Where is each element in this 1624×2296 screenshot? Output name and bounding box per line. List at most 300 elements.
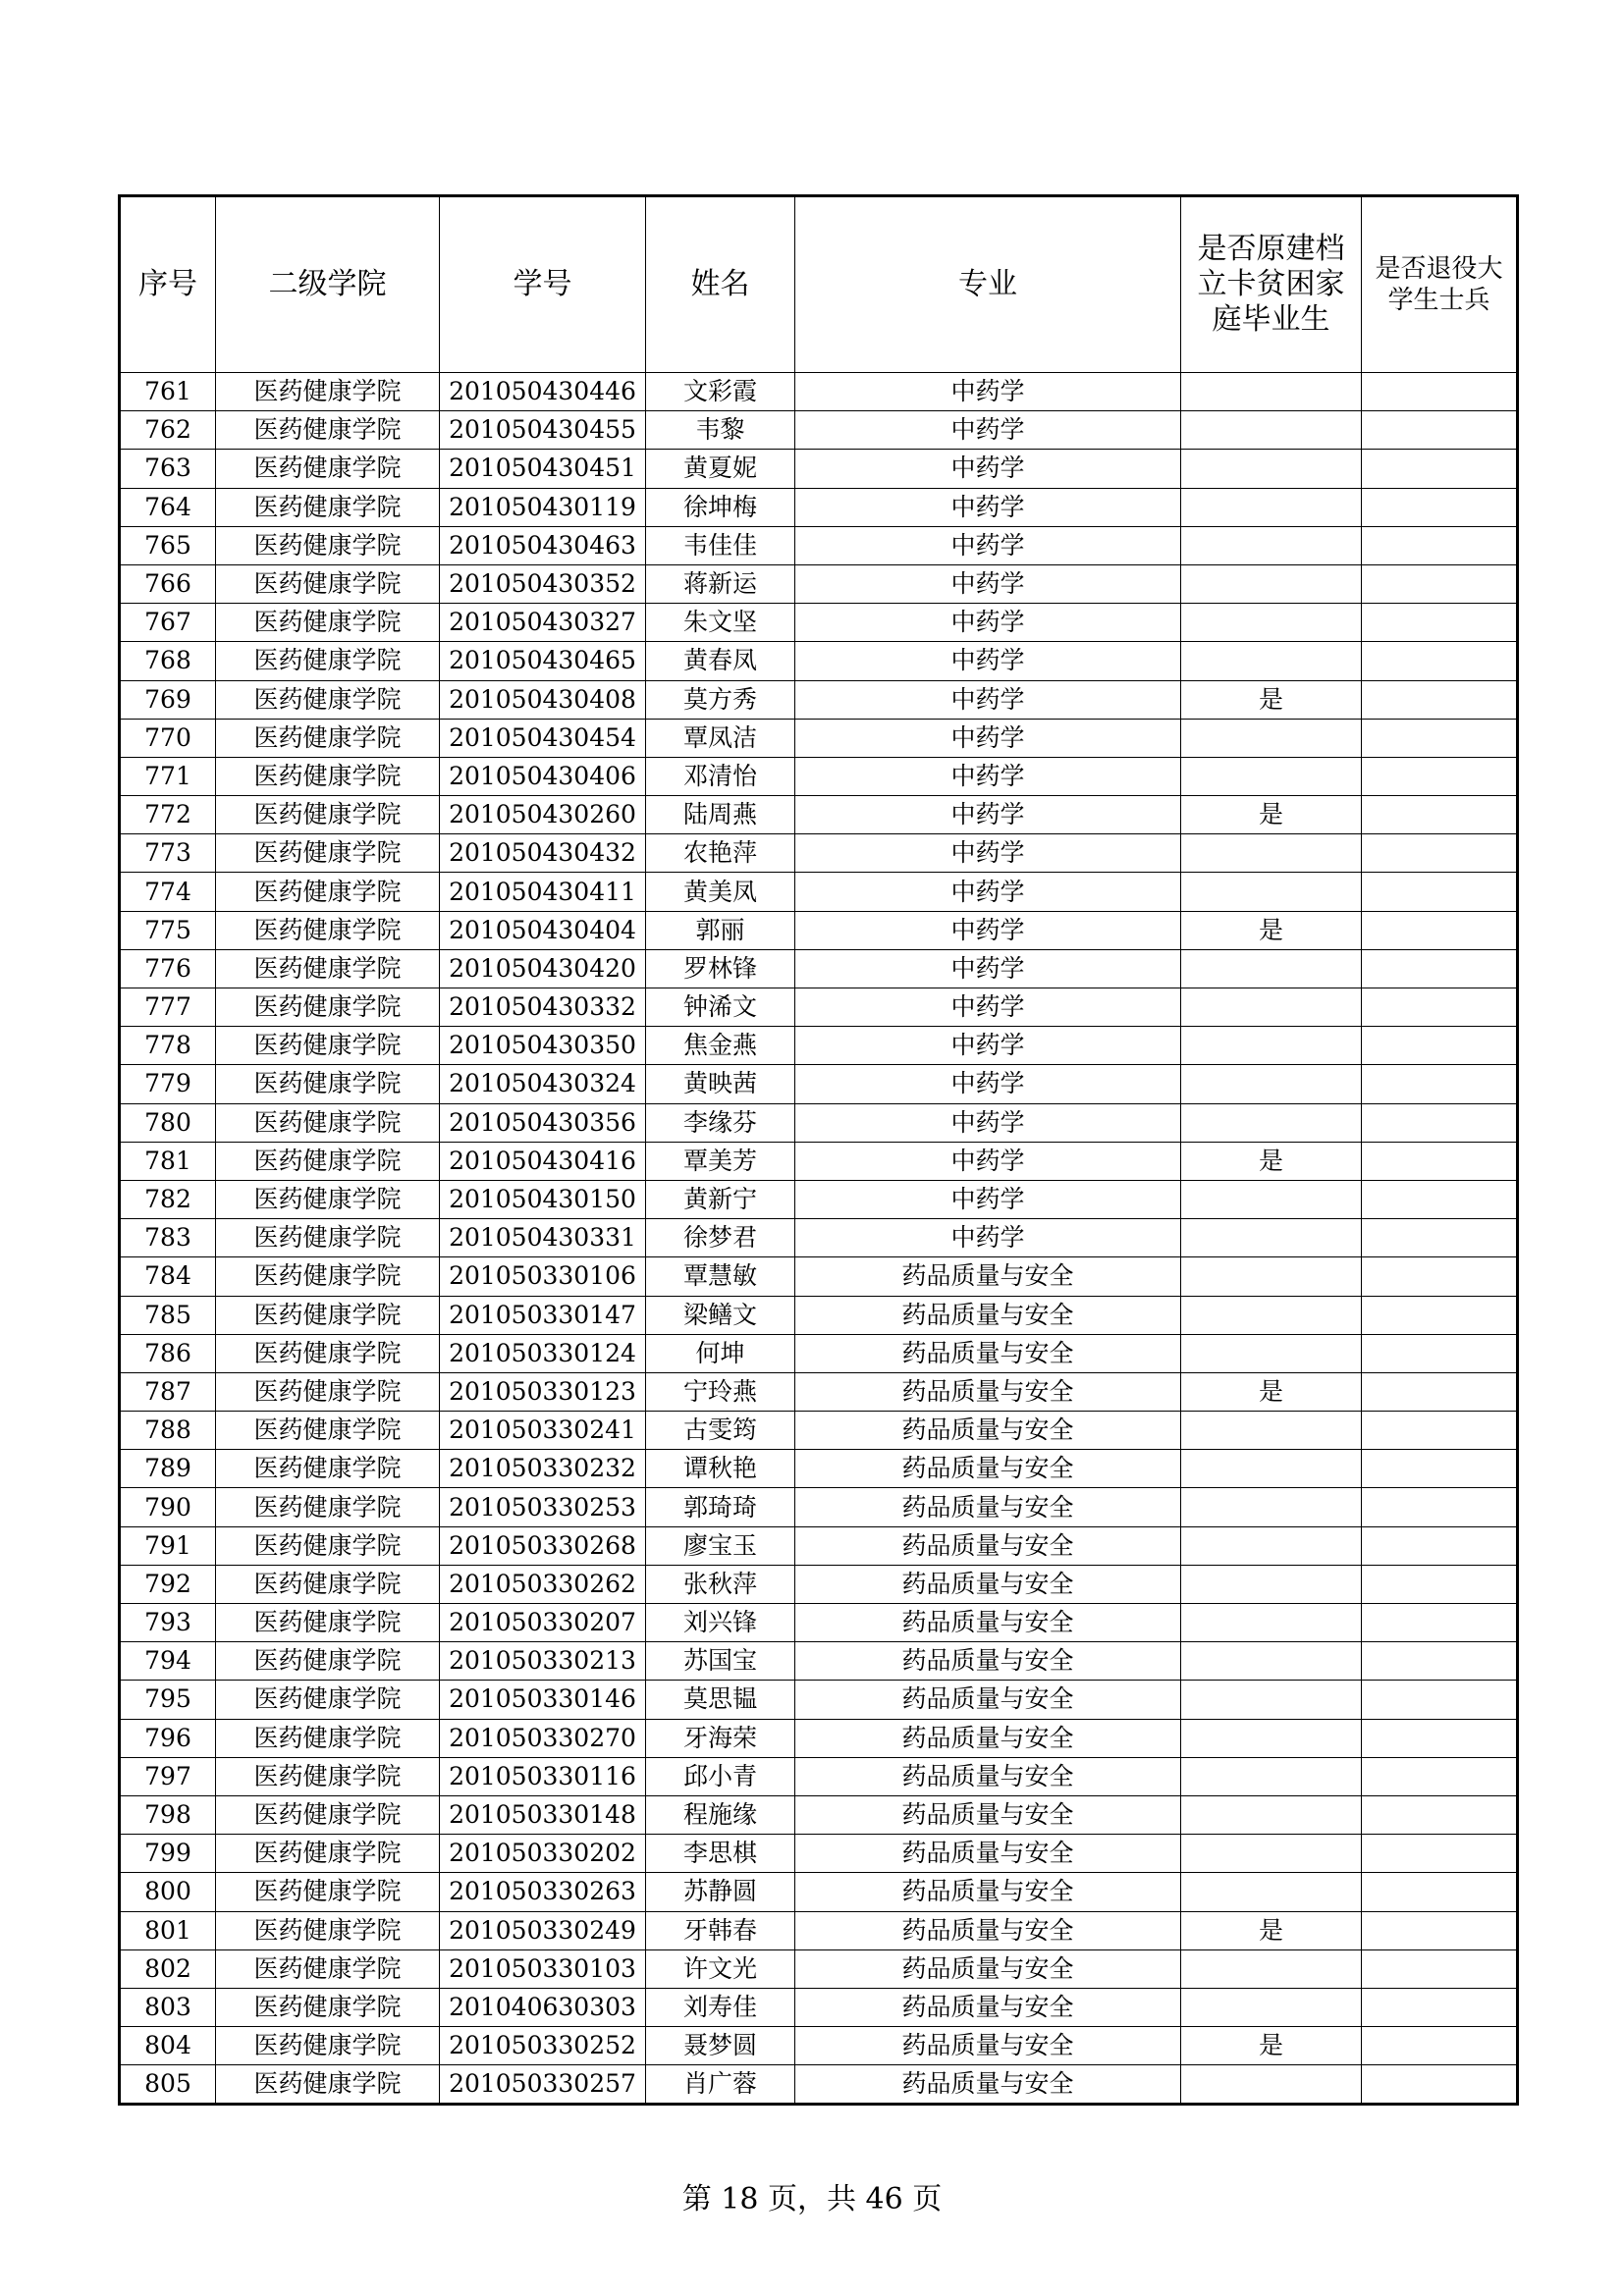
cell-student-id: 201050330146 [440,1681,646,1719]
cell-college: 医药健康学院 [216,1988,440,2026]
cell-college: 医药健康学院 [216,873,440,911]
cell-major: 药品质量与安全 [795,1450,1181,1488]
cell-major: 药品质量与安全 [795,1604,1181,1642]
cell-major: 药品质量与安全 [795,1873,1181,1911]
cell-poverty-flag: 是 [1181,1372,1362,1411]
cell-poverty-flag [1181,1412,1362,1450]
cell-poverty-flag [1181,642,1362,680]
cell-student-id: 201050430408 [440,680,646,719]
table-row [120,911,1518,949]
cell-major: 中药学 [795,873,1181,911]
cell-poverty-flag [1181,604,1362,642]
cell-index: 780 [120,1103,216,1142]
cell-name: 农艳萍 [646,834,795,873]
cell-veteran-flag [1362,1065,1518,1103]
cell-student-id: 201050430465 [440,642,646,680]
cell-name: 蒋新运 [646,564,795,603]
cell-poverty-flag: 是 [1181,796,1362,834]
cell-poverty-flag: 是 [1181,911,1362,949]
cell-major: 药品质量与安全 [795,1911,1181,1949]
cell-veteran-flag [1362,1027,1518,1065]
cell-index: 761 [120,373,216,411]
cell-student-id: 201050330106 [440,1257,646,1296]
cell-index: 799 [120,1835,216,1873]
cell-name: 覃慧敏 [646,1257,795,1296]
cell-veteran-flag [1362,873,1518,911]
cell-name: 黄春凤 [646,642,795,680]
cell-college: 医药健康学院 [216,373,440,411]
cell-student-id: 201050430406 [440,757,646,795]
cell-name: 徐梦君 [646,1219,795,1257]
cell-name: 许文光 [646,1949,795,1988]
table-row [120,680,1518,719]
cell-index: 772 [120,796,216,834]
cell-name: 邱小青 [646,1757,795,1795]
student-table-container [118,194,1516,2106]
cell-college: 医药健康学院 [216,1911,440,1949]
cell-student-id: 201050430455 [440,411,646,450]
cell-student-id: 201050430350 [440,1027,646,1065]
cell-name: 何坤 [646,1334,795,1372]
cell-veteran-flag [1362,1604,1518,1642]
cell-veteran-flag [1362,1949,1518,1988]
cell-index: 787 [120,1372,216,1411]
cell-poverty-flag [1181,1526,1362,1565]
cell-college: 医药健康学院 [216,1450,440,1488]
cell-college: 医药健康学院 [216,1604,440,1642]
cell-poverty-flag: 是 [1181,1142,1362,1180]
cell-student-id: 201050430352 [440,564,646,603]
cell-student-id: 201050430420 [440,949,646,988]
cell-index: 768 [120,642,216,680]
cell-college: 医药健康学院 [216,1257,440,1296]
cell-index: 791 [120,1526,216,1565]
cell-student-id: 201050330252 [440,2027,646,2065]
cell-poverty-flag [1181,1027,1362,1065]
cell-veteran-flag [1362,1835,1518,1873]
cell-poverty-flag: 是 [1181,680,1362,719]
table-row [120,834,1518,873]
table-row [120,1719,1518,1757]
table-row [120,2027,1518,2065]
cell-major: 中药学 [795,1027,1181,1065]
cell-index: 793 [120,1604,216,1642]
header-student-id: 学号 [440,196,646,373]
cell-major: 药品质量与安全 [795,1835,1181,1873]
cell-poverty-flag [1181,1681,1362,1719]
cell-index: 804 [120,2027,216,2065]
cell-student-id: 201050330257 [440,2065,646,2105]
cell-college: 医药健康学院 [216,2027,440,2065]
cell-veteran-flag [1362,1526,1518,1565]
cell-student-id: 201050430404 [440,911,646,949]
table-row [120,1065,1518,1103]
page-footer: 第 18 页，共 46 页 [681,2182,943,2216]
cell-major: 药品质量与安全 [795,1719,1181,1757]
cell-poverty-flag: 是 [1181,2027,1362,2065]
cell-student-id: 201050430324 [440,1065,646,1103]
table-row [120,796,1518,834]
cell-major: 中药学 [795,834,1181,873]
header-row [120,196,1518,373]
cell-name: 郭琦琦 [646,1488,795,1526]
cell-veteran-flag [1362,911,1518,949]
cell-college: 医药健康学院 [216,834,440,873]
cell-index: 802 [120,1949,216,1988]
cell-college: 医药健康学院 [216,1027,440,1065]
cell-college: 医药健康学院 [216,642,440,680]
cell-poverty-flag [1181,1219,1362,1257]
cell-index: 767 [120,604,216,642]
cell-poverty-flag [1181,1488,1362,1526]
cell-name: 宁玲燕 [646,1372,795,1411]
table-row [120,1565,1518,1603]
cell-student-id: 201050430331 [440,1219,646,1257]
table-row [120,488,1518,526]
cell-major: 药品质量与安全 [795,2027,1181,2065]
cell-index: 774 [120,873,216,911]
cell-name: 覃凤洁 [646,719,795,757]
cell-name: 李思棋 [646,1835,795,1873]
cell-college: 医药健康学院 [216,1949,440,1988]
table-row [120,719,1518,757]
cell-name: 韦黎 [646,411,795,450]
table-row [120,1488,1518,1526]
cell-student-id: 201050330241 [440,1412,646,1450]
cell-index: 805 [120,2065,216,2105]
table-body [120,373,1518,2105]
cell-index: 777 [120,988,216,1027]
cell-college: 医药健康学院 [216,1835,440,1873]
cell-index: 803 [120,1988,216,2026]
cell-veteran-flag [1362,373,1518,411]
cell-poverty-flag [1181,411,1362,450]
cell-college: 医药健康学院 [216,1757,440,1795]
cell-veteran-flag [1362,757,1518,795]
cell-veteran-flag [1362,1180,1518,1218]
cell-student-id: 201040630303 [440,1988,646,2026]
cell-college: 医药健康学院 [216,2065,440,2105]
cell-veteran-flag [1362,1488,1518,1526]
cell-name: 程施缘 [646,1795,795,1834]
cell-index: 773 [120,834,216,873]
cell-student-id: 201050330268 [440,1526,646,1565]
table-row [120,1835,1518,1873]
cell-veteran-flag [1362,1412,1518,1450]
cell-poverty-flag [1181,373,1362,411]
cell-student-id: 201050330116 [440,1757,646,1795]
cell-index: 782 [120,1180,216,1218]
cell-index: 792 [120,1565,216,1603]
cell-name: 谭秋艳 [646,1450,795,1488]
cell-index: 800 [120,1873,216,1911]
header-name: 姓名 [646,196,795,373]
cell-college: 医药健康学院 [216,604,440,642]
cell-major: 药品质量与安全 [795,1795,1181,1834]
cell-name: 莫思韫 [646,1681,795,1719]
cell-index: 778 [120,1027,216,1065]
cell-major: 中药学 [795,1065,1181,1103]
cell-poverty-flag [1181,834,1362,873]
cell-student-id: 201050330270 [440,1719,646,1757]
cell-major: 中药学 [795,988,1181,1027]
cell-student-id: 201050430411 [440,873,646,911]
cell-college: 医药健康学院 [216,757,440,795]
cell-student-id: 201050430150 [440,1180,646,1218]
cell-college: 医药健康学院 [216,488,440,526]
table-row [120,1103,1518,1142]
header-poverty-flag: 是否原建档立卡贫困家庭毕业生 [1181,196,1362,373]
cell-poverty-flag [1181,873,1362,911]
cell-veteran-flag [1362,834,1518,873]
table-row [120,1681,1518,1719]
cell-student-id: 201050330103 [440,1949,646,1988]
table-row [120,1526,1518,1565]
cell-veteran-flag [1362,1681,1518,1719]
cell-index: 775 [120,911,216,949]
cell-poverty-flag [1181,450,1362,488]
cell-college: 医药健康学院 [216,1412,440,1450]
cell-student-id: 201050330147 [440,1296,646,1334]
cell-index: 765 [120,526,216,564]
cell-veteran-flag [1362,1142,1518,1180]
cell-college: 医药健康学院 [216,1526,440,1565]
table-row [120,450,1518,488]
cell-veteran-flag [1362,604,1518,642]
cell-name: 黄映茜 [646,1065,795,1103]
cell-college: 医药健康学院 [216,1642,440,1681]
table-row [120,2065,1518,2105]
cell-college: 医药健康学院 [216,1142,440,1180]
cell-poverty-flag [1181,1450,1362,1488]
cell-name: 梁鳝文 [646,1296,795,1334]
cell-name: 古雯筠 [646,1412,795,1450]
cell-veteran-flag [1362,1257,1518,1296]
cell-major: 药品质量与安全 [795,1988,1181,2026]
cell-major: 中药学 [795,373,1181,411]
table-row [120,1412,1518,1450]
cell-index: 771 [120,757,216,795]
cell-poverty-flag [1181,1257,1362,1296]
cell-college: 医药健康学院 [216,564,440,603]
header-veteran-flag: 是否退役大学生士兵 [1362,196,1518,373]
cell-veteran-flag [1362,1565,1518,1603]
cell-major: 中药学 [795,1219,1181,1257]
table-row [120,564,1518,603]
cell-veteran-flag [1362,1642,1518,1681]
cell-poverty-flag [1181,1604,1362,1642]
cell-poverty-flag [1181,1565,1362,1603]
cell-name: 黄美凤 [646,873,795,911]
table-row [120,949,1518,988]
table-row [120,1873,1518,1911]
cell-index: 794 [120,1642,216,1681]
cell-poverty-flag [1181,2065,1362,2105]
table-row [120,1257,1518,1296]
cell-college: 医药健康学院 [216,1065,440,1103]
cell-major: 药品质量与安全 [795,1526,1181,1565]
cell-name: 黄夏妮 [646,450,795,488]
cell-veteran-flag [1362,1873,1518,1911]
cell-veteran-flag [1362,488,1518,526]
table-row [120,1949,1518,1988]
cell-veteran-flag [1362,1296,1518,1334]
cell-name: 朱文坚 [646,604,795,642]
cell-college: 医药健康学院 [216,796,440,834]
cell-major: 中药学 [795,488,1181,526]
cell-college: 医药健康学院 [216,1565,440,1603]
cell-poverty-flag [1181,1296,1362,1334]
cell-student-id: 201050430260 [440,796,646,834]
table-row [120,873,1518,911]
cell-major: 药品质量与安全 [795,1488,1181,1526]
cell-student-id: 201050330253 [440,1488,646,1526]
table-row [120,526,1518,564]
cell-index: 764 [120,488,216,526]
table-row [120,1372,1518,1411]
cell-college: 医药健康学院 [216,1103,440,1142]
cell-major: 中药学 [795,526,1181,564]
cell-name: 邓清怡 [646,757,795,795]
cell-index: 785 [120,1296,216,1334]
cell-name: 黄新宁 [646,1180,795,1218]
cell-index: 796 [120,1719,216,1757]
cell-poverty-flag [1181,488,1362,526]
cell-student-id: 201050330148 [440,1795,646,1834]
cell-name: 牙海荣 [646,1719,795,1757]
cell-veteran-flag [1362,719,1518,757]
table-row [120,1180,1518,1218]
cell-name: 陆周燕 [646,796,795,834]
table-row [120,1219,1518,1257]
cell-veteran-flag [1362,1450,1518,1488]
table-row [120,757,1518,795]
cell-poverty-flag [1181,757,1362,795]
cell-veteran-flag [1362,1911,1518,1949]
cell-name: 徐坤梅 [646,488,795,526]
table-row [120,1296,1518,1334]
cell-college: 医药健康学院 [216,1372,440,1411]
cell-student-id: 201050330207 [440,1604,646,1642]
table-row [120,1988,1518,2026]
cell-veteran-flag [1362,680,1518,719]
table-row [120,1450,1518,1488]
cell-major: 药品质量与安全 [795,2065,1181,2105]
cell-college: 医药健康学院 [216,1873,440,1911]
cell-major: 中药学 [795,564,1181,603]
cell-veteran-flag [1362,2065,1518,2105]
student-table [118,194,1519,2106]
cell-college: 医药健康学院 [216,1795,440,1834]
cell-veteran-flag [1362,1334,1518,1372]
cell-student-id: 201050430463 [440,526,646,564]
cell-college: 医药健康学院 [216,1296,440,1334]
cell-major: 药品质量与安全 [795,1642,1181,1681]
cell-major: 中药学 [795,680,1181,719]
cell-student-id: 201050330262 [440,1565,646,1603]
cell-college: 医药健康学院 [216,1334,440,1372]
cell-index: 776 [120,949,216,988]
cell-poverty-flag [1181,1873,1362,1911]
cell-name: 莫方秀 [646,680,795,719]
cell-poverty-flag [1181,1103,1362,1142]
cell-major: 中药学 [795,1142,1181,1180]
cell-college: 医药健康学院 [216,411,440,450]
cell-veteran-flag [1362,1795,1518,1834]
cell-student-id: 201050430327 [440,604,646,642]
cell-veteran-flag [1362,1757,1518,1795]
table-row [120,373,1518,411]
cell-poverty-flag [1181,719,1362,757]
table-row [120,1795,1518,1834]
cell-college: 医药健康学院 [216,719,440,757]
cell-major: 中药学 [795,719,1181,757]
cell-index: 797 [120,1757,216,1795]
table-row [120,411,1518,450]
cell-student-id: 201050330249 [440,1911,646,1949]
cell-college: 医药健康学院 [216,1488,440,1526]
cell-college: 医药健康学院 [216,680,440,719]
cell-major: 中药学 [795,642,1181,680]
cell-student-id: 201050430356 [440,1103,646,1142]
cell-poverty-flag [1181,1334,1362,1372]
cell-student-id: 201050330232 [440,1450,646,1488]
cell-poverty-flag [1181,949,1362,988]
cell-major: 中药学 [795,604,1181,642]
cell-veteran-flag [1362,411,1518,450]
cell-student-id: 201050430446 [440,373,646,411]
cell-name: 苏国宝 [646,1642,795,1681]
cell-name: 牙韩春 [646,1911,795,1949]
cell-index: 770 [120,719,216,757]
cell-veteran-flag [1362,949,1518,988]
table-row [120,604,1518,642]
cell-major: 中药学 [795,1103,1181,1142]
cell-name: 焦金燕 [646,1027,795,1065]
table-row [120,1142,1518,1180]
cell-veteran-flag [1362,526,1518,564]
cell-major: 药品质量与安全 [795,1565,1181,1603]
cell-name: 肖广蓉 [646,2065,795,2105]
table-row [120,1911,1518,1949]
cell-index: 786 [120,1334,216,1372]
cell-major: 中药学 [795,411,1181,450]
cell-major: 中药学 [795,1180,1181,1218]
cell-index: 788 [120,1412,216,1450]
cell-poverty-flag [1181,1757,1362,1795]
cell-major: 中药学 [795,450,1181,488]
cell-index: 762 [120,411,216,450]
cell-name: 苏静圆 [646,1873,795,1911]
cell-major: 药品质量与安全 [795,1681,1181,1719]
cell-major: 药品质量与安全 [795,1257,1181,1296]
cell-name: 罗林锋 [646,949,795,988]
cell-name: 韦佳佳 [646,526,795,564]
cell-poverty-flag [1181,564,1362,603]
table-row [120,1604,1518,1642]
table-row [120,1027,1518,1065]
cell-student-id: 201050430119 [440,488,646,526]
cell-poverty-flag [1181,1719,1362,1757]
header-major: 专业 [795,196,1181,373]
cell-student-id: 201050430416 [440,1142,646,1180]
header-college: 二级学院 [216,196,440,373]
cell-poverty-flag [1181,1949,1362,1988]
cell-college: 医药健康学院 [216,526,440,564]
cell-veteran-flag [1362,1988,1518,2026]
cell-college: 医药健康学院 [216,1180,440,1218]
cell-student-id: 201050430332 [440,988,646,1027]
